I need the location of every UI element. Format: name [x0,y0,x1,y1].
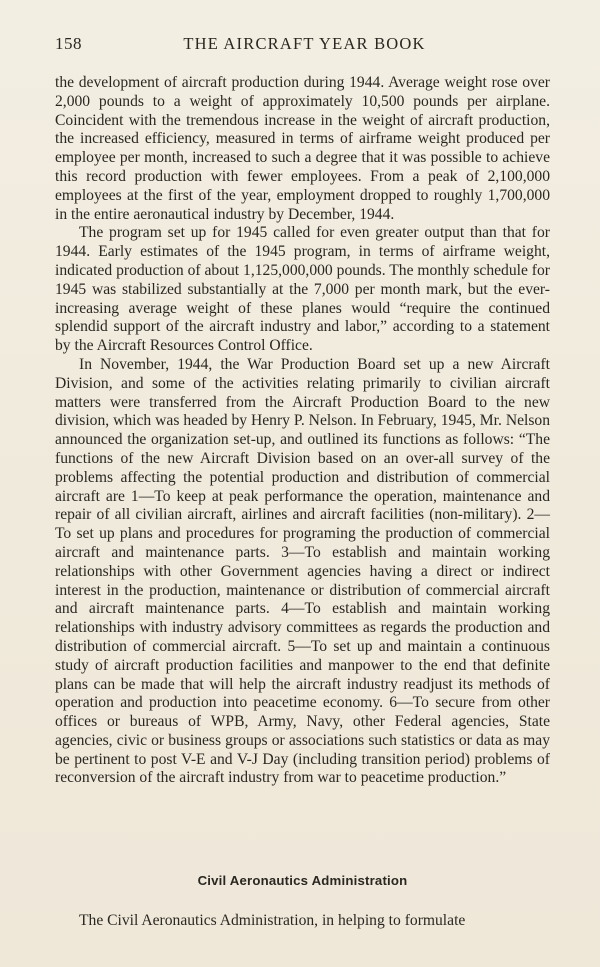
paragraph-production-1944: the development of aircraft production during 1944. Average weight rose over 2,000 pounds to a weight of approximately 10,500 pounds per airplane. Coincident with the tremendous increase in the weight of aircraft production, the increased efficiency, measured in terms of airframe weight produced per employee per month, increased to such a degree that it was possible to achieve this record production with fewer employees. From a peak of 2,100,000 employees at the first of the year, employment dropped to roughly 1,700,000 in the entire aeronautical industry by December, 1944. [55,74,550,223]
page-header [55,34,548,56]
page-number: 158 [55,34,82,53]
running-head: THE AIRCRAFT YEAR BOOK [183,34,426,53]
paragraph-program-1945: The program set up for 1945 called for even greater output than that for 1944. Early estimates of the 1945 program, in terms of airframe weight, indicated production of about 1,125,000,000 pounds. The monthly schedule for 1945 was stabilized substantially at the 7,000 per month mark, but the ever-increasing average weight of these planes would “require the continued splendid support of the aircraft industry and labor,” according to a statement by the Aircraft Resources Control Office. [55,224,550,355]
paragraph-aircraft-division: In November, 1944, the War Production Board set up a new Aircraft Division, and some of the activities relating primarily to civilian aircraft matters were transferred from the Aircraft Production Board to the new division, which was headed by Henry P. Nelson. In February, 1945, Mr. Nelson announced the organization set-up, and outlined its functions as follows: “The functions of the new Aircraft Division based on an over-all survey of the problems affecting the potential production and distribution of commercial aircraft are 1—To keep at peak performance the operation, maintenance and repair of all civilian aircraft, airlines and aircraft facilities (non-military). 2—To set up plans and procedures for programing the production of commercial aircraft and maintenance parts. 3—To establish and maintain working relationships with other Government agencies having a direct or indirect interest in the production, maintenance or distribution of commercial aircraft and aircraft maintenance parts. 4—To establish and maintain working relationships with industry advisory committees as regards the production and distribution of commercial aircraft. 5—To set up and maintain a continuous study of aircraft production facilities and manpower to the end that definite plans can be made that will help the aircraft industry readjust its methods of operation and production into peacetime economy. 6—To secure from other offices or bureaus of WPB, Army, Navy, other Federal agencies, State agencies, civic or business groups or associations such statistics or data as may be pertinent to post V-E and V-J Day (including transition period) problems of reconversion of the aircraft industry from war to peacetime production.” [55,355,550,787]
paragraph-civil-aeronautics: The Civil Aeronautics Administration, in helping to formulate [79,911,466,929]
section-heading: Civil Aeronautics Administration [197,873,408,888]
body-text [55,74,550,788]
